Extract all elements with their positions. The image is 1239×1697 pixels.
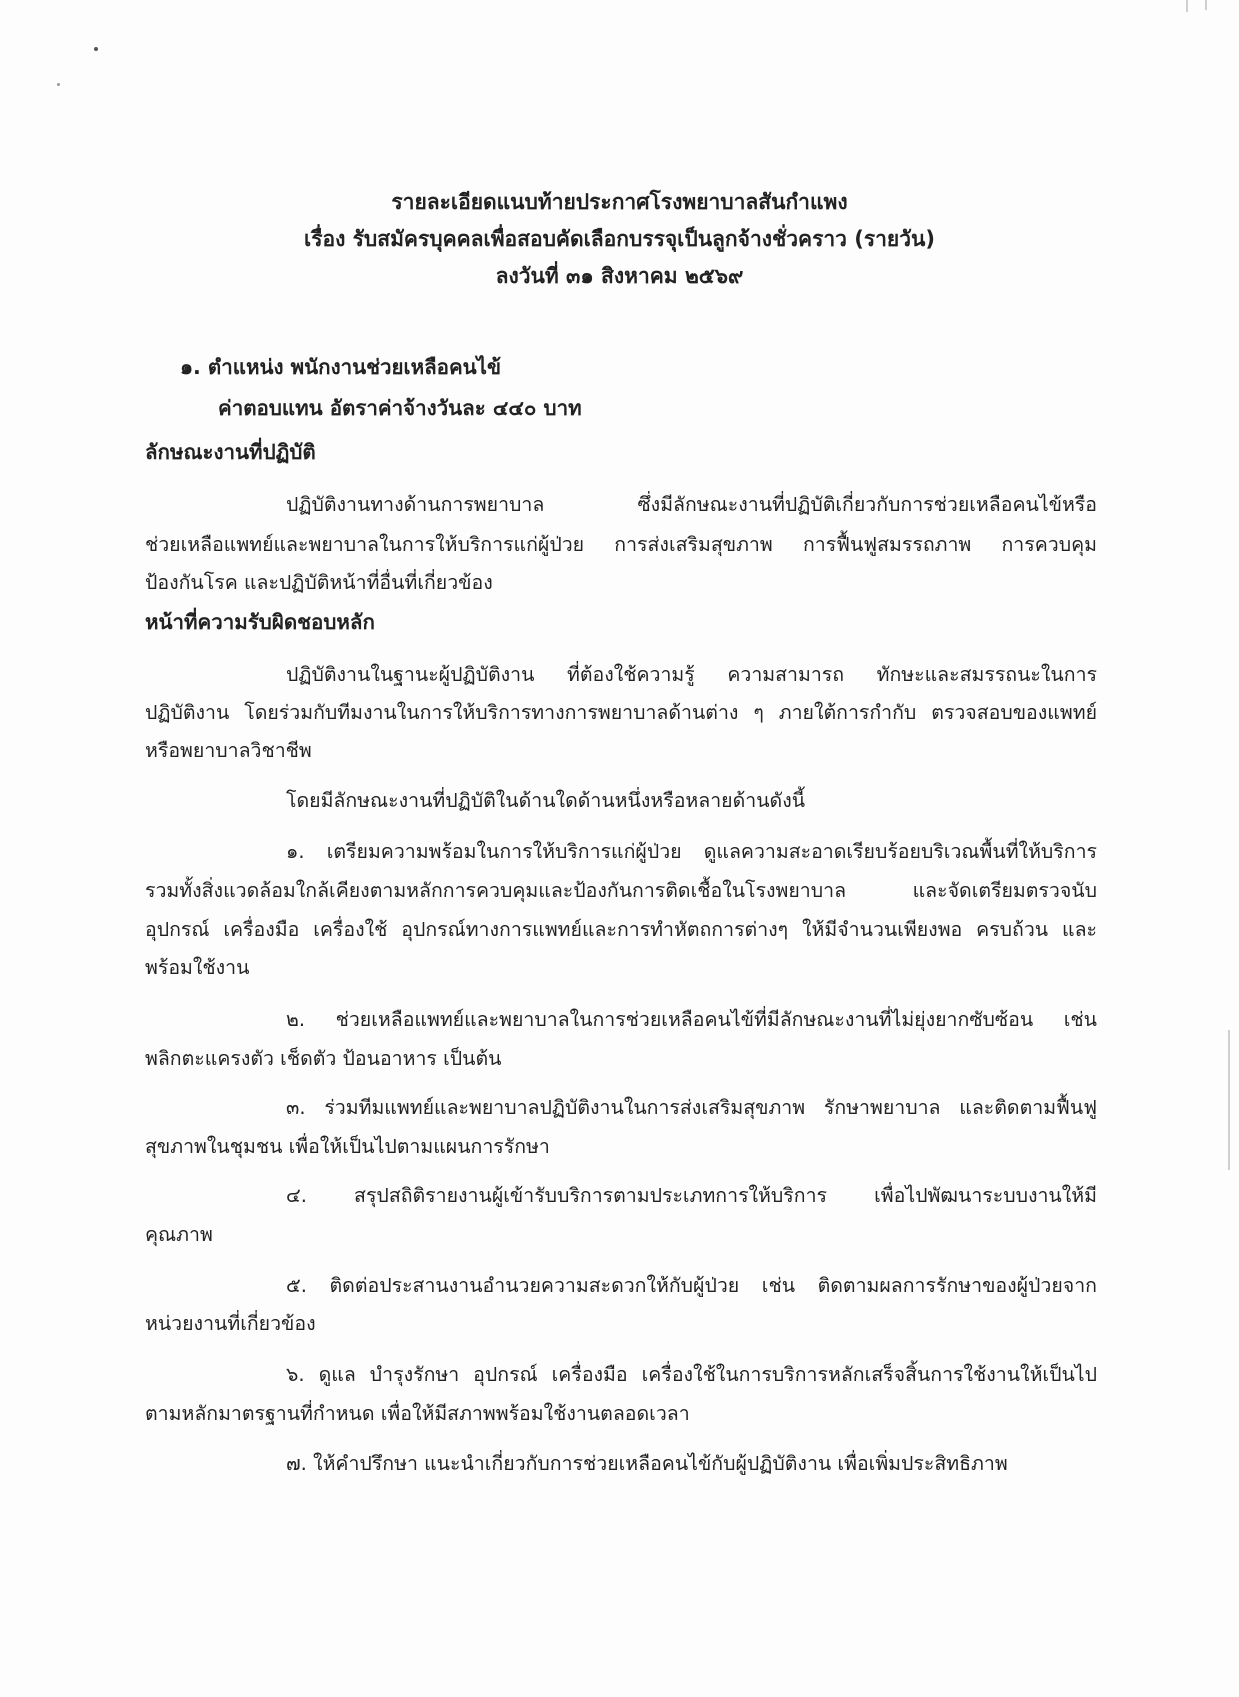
duty-1-line: ๑. เตรียมความพร้อมในการให้บริการแก่ผู้ป่วย ดูแลความสะอาดเรียบร้อยบริเวณพื้นที่ให้บริการ <box>286 840 1097 863</box>
scan-speck <box>94 47 98 51</box>
paragraph-line: ปฏิบัติงาน โดยร่วมกับทีมงานในการให้บริการทางการพยาบาลด้านต่าง ๆ ภายใต้การกำกับ ตรวจสอบของแพทย์ <box>145 701 1097 724</box>
scan-speck <box>57 83 60 86</box>
paragraph-line: ช่วยเหลือแพทย์และพยาบาลในการให้บริการแก่ผู้ป่วย การส่งเสริมสุขภาพ การฟื้นฟูสมรรถภาพ การควบคุม <box>145 533 1097 556</box>
duty-3-line: สุขภาพในชุมชน เพื่อให้เป็นไปตามแผนการรักษา <box>145 1135 550 1158</box>
duty-2-line: พลิกตะแครงตัว เช็ดตัว ป้อนอาหาร เป็นต้น <box>145 1047 502 1070</box>
duty-1-line: พร้อมใช้งาน <box>145 956 250 979</box>
duty-6-line: ๖. ดูแล บำรุงรักษา อุปกรณ์ เครื่องมือ เครื่องใช้ในการบริการหลักเสร็จสิ้นการใช้งานให้เป็นไป <box>286 1363 1097 1386</box>
paragraph-line: หรือพยาบาลวิชาชีพ <box>145 739 312 762</box>
duty-4-line: คุณภาพ <box>145 1223 213 1246</box>
position-pay: ค่าตอบแทน อัตราค่าจ้างวันละ ๔๔๐ บาท <box>218 396 582 420</box>
duty-1-line: รวมทั้งสิ่งแวดล้อมใกล้เคียงตามหลักการควบคุมและป้องกันการติดเชื้อในโรงพยาบาล และจัดเตรียมตรวจนับ <box>145 879 1097 902</box>
duty-4-line: ๔. สรุปสถิติรายงานผู้เข้ารับบริการตามประเภทการให้บริการ เพื่อไปพัฒนาระบบงานให้มี <box>286 1184 1097 1207</box>
scan-edge-mark <box>1186 0 1188 12</box>
duty-7-line: ๗. ให้คำปรึกษา แนะนำเกี่ยวกับการช่วยเหลือคนไข้กับผู้ปฏิบัติงาน เพื่อเพิ่มประสิทธิภาพ <box>286 1452 1008 1475</box>
duty-5-line: ๕. ติดต่อประสานงานอำนวยความสะดวกให้กับผู้ป่วย เช่น ติดตามผลการรักษาของผู้ป่วยจาก <box>286 1274 1097 1297</box>
paragraph-line: ปฏิบัติงานในฐานะผู้ปฏิบัติงาน ที่ต้องใช้ความรู้ ความสามารถ ทักษะและสมรรถนะในการ <box>286 663 1097 686</box>
duty-5-line: หน่วยงานที่เกี่ยวข้อง <box>145 1312 316 1335</box>
paragraph-line: ป้องกันโรค และปฏิบัติหน้าที่อื่นที่เกี่ยวข้อง <box>145 571 493 594</box>
section-heading-job-nature: ลักษณะงานที่ปฏิบัติ <box>145 440 316 464</box>
section-heading-responsibilities: หน้าที่ความรับผิดชอบหลัก <box>145 610 375 634</box>
paragraph-line: ปฏิบัติงานทางด้านการพยาบาล ซึ่งมีลักษณะงานที่ปฏิบัติเกี่ยวกับการช่วยเหลือคนไข้หรือ <box>286 493 1097 516</box>
header-subject: เรื่อง รับสมัครบุคคลเพื่อสอบคัดเลือกบรรจุเป็นลูกจ้างชั่วคราว (รายวัน) <box>304 227 935 251</box>
duties-intro: โดยมีลักษณะงานที่ปฏิบัติในด้านใดด้านหนึ่งหรือหลายด้านดังนี้ <box>286 789 806 812</box>
header-title: รายละเอียดแนบท้ายประกาศโรงพยาบาลสันกำแพง <box>391 190 848 214</box>
duty-2-line: ๒. ช่วยเหลือแพทย์และพยาบาลในการช่วยเหลือคนไข้ที่มีลักษณะงานที่ไม่ยุ่งยากซับซ้อน เช่น <box>286 1008 1097 1031</box>
duty-6-line: ตามหลักมาตรฐานที่กำหนด เพื่อให้มีสภาพพร้อมใช้งานตลอดเวลา <box>145 1402 690 1425</box>
duty-3-line: ๓. ร่วมทีมแพทย์และพยาบาลปฏิบัติงานในการส่งเสริมสุขภาพ รักษาพยาบาล และติดตามฟื้นฟู <box>286 1096 1097 1119</box>
scan-edge-mark <box>1228 1030 1230 1170</box>
position-title: ๑. ตำแหน่ง พนักงานช่วยเหลือคนไข้ <box>180 355 502 379</box>
duty-1-line: อุปกรณ์ เครื่องมือ เครื่องใช้ อุปกรณ์ทางการแพทย์และการทำหัตถการต่างๆ ให้มีจำนวนเพียงพอ ครบถ้วน และ <box>145 918 1097 941</box>
scan-edge-mark <box>1205 0 1207 10</box>
header-date: ลงวันที่ ๓๑ สิงหาคม ๒๕๖๙ <box>495 264 744 288</box>
